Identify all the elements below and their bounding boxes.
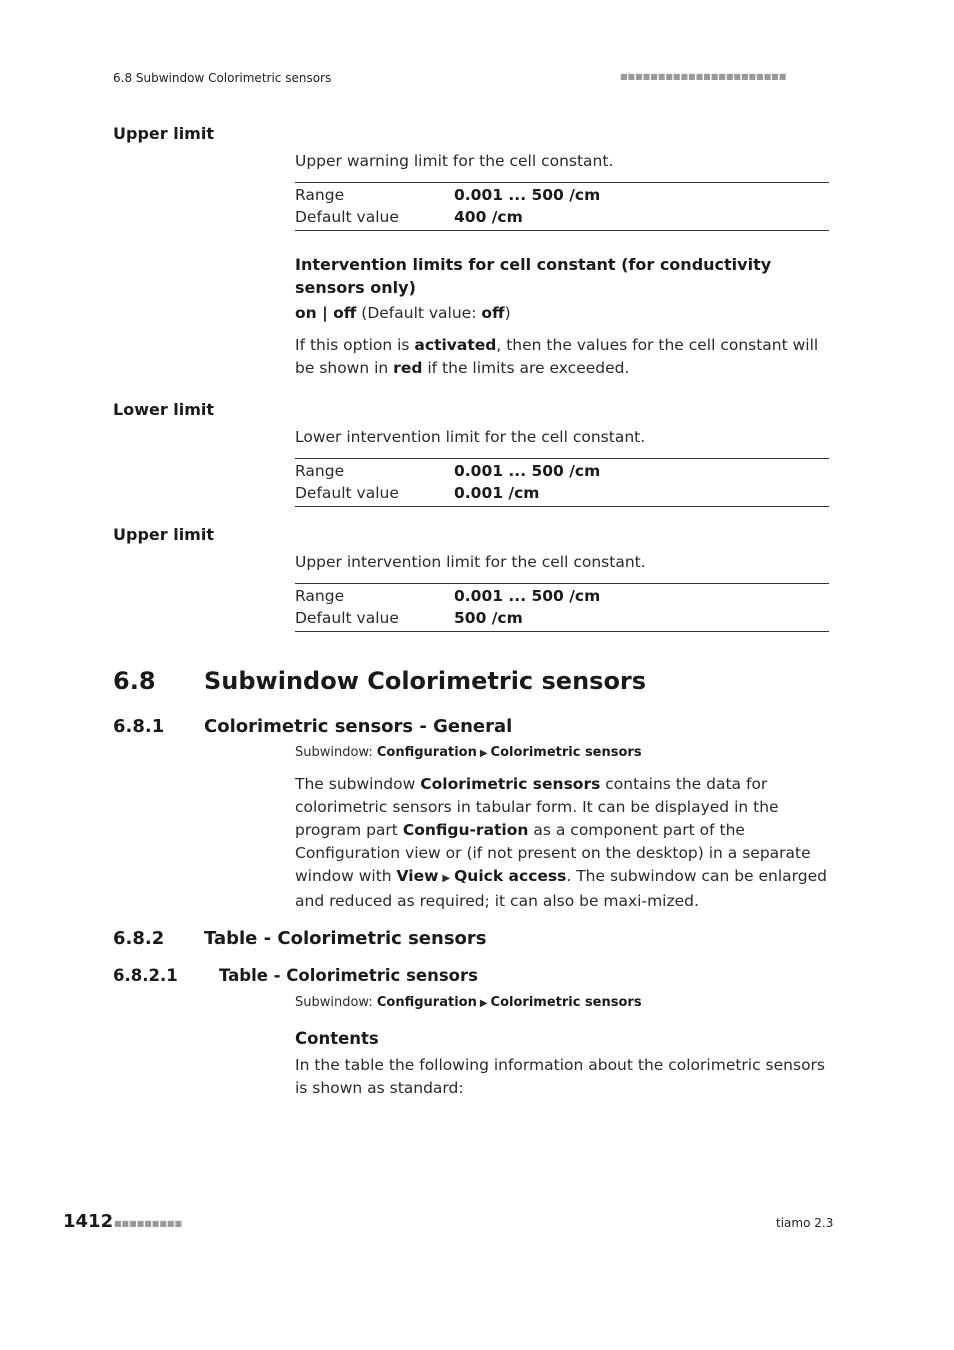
- section-heading-6-8-2: [113, 928, 487, 949]
- page-number: 1412: [63, 1211, 114, 1232]
- range-value: 0.001 ... 500 /cm: [454, 587, 601, 605]
- default-prefix: (Default value:: [356, 304, 482, 322]
- subwindow-path: [295, 745, 642, 760]
- section-number: 6.8: [113, 667, 156, 695]
- text-span: , then the values for the cell constant will be shown in: [295, 336, 819, 377]
- section-heading-6-8-1: [113, 716, 512, 737]
- default-key: Default value: [295, 208, 399, 226]
- table-row: [295, 460, 829, 482]
- section-heading-6-8: [113, 667, 646, 695]
- general-paragraph: [295, 773, 829, 913]
- contents-heading: Contents: [295, 1029, 379, 1048]
- arrow-right-icon: ▶: [442, 873, 451, 884]
- section-title: Table - Colorimetric sensors: [204, 928, 487, 949]
- default-off: off: [481, 304, 505, 322]
- lower-limit-table: [295, 458, 829, 507]
- default-key: Default value: [295, 609, 399, 627]
- table-row: [295, 206, 829, 228]
- upper-warning-limit-description: Upper warning limit for the cell constant.: [295, 152, 614, 170]
- lower-limit-description: Lower intervention limit for the cell constant.: [295, 428, 646, 446]
- arrow-right-icon: ▶: [479, 998, 488, 1009]
- running-header-section: 6.8 Subwindow Colorimetric sensors: [113, 71, 332, 85]
- path-colorimetric-sensors: Colorimetric sensors: [490, 995, 642, 1010]
- section-title: Table - Colorimetric sensors: [219, 966, 478, 985]
- text-span: contains the data for colorimetric sensors in tabular form. It can be displayed in the program part: [295, 775, 779, 839]
- subwindow-path: [295, 995, 642, 1010]
- path-prefix: Subwindow:: [295, 995, 377, 1010]
- product-version: tiamo 2.3: [776, 1216, 834, 1230]
- section-title: Colorimetric sensors - General: [204, 716, 513, 737]
- section-number: 6.8.1: [113, 716, 165, 737]
- text-span: if the limits are exceeded.: [422, 359, 630, 377]
- header-decoration: ■■■■■■■■■■■■■■■■■■■■■■: [620, 72, 787, 81]
- default-key: Default value: [295, 484, 399, 502]
- upper-warning-limit-label: Upper limit: [113, 124, 214, 143]
- text-span: as a component part of the Configuration view or (if not present on the desktop) in a separate window with: [295, 821, 811, 885]
- default-value: 0.001 /cm: [454, 484, 540, 502]
- upper-intervention-limit-description: Upper intervention limit for the cell constant.: [295, 553, 646, 571]
- contents-paragraph: In the table the following information about the colorimetric sensors is shown as standard:: [295, 1056, 825, 1097]
- red-word: red: [393, 359, 423, 377]
- section-heading-6-8-2-1: [113, 966, 478, 985]
- arrow-right-icon: ▶: [479, 748, 488, 759]
- intervention-options-line: [295, 302, 829, 325]
- text-span: . The subwindow can be enlarged and reduced as required; it can also be maxi-mized.: [295, 867, 827, 910]
- upper-intervention-limit-label: Upper limit: [113, 525, 214, 544]
- range-key: Range: [295, 186, 345, 204]
- path-configuration: Configuration: [376, 995, 477, 1010]
- path-configuration: Configuration: [376, 745, 477, 760]
- footer-decoration: ■■■■■■■■■: [114, 1219, 183, 1228]
- range-key: Range: [295, 587, 345, 605]
- path-prefix: Subwindow:: [295, 745, 377, 760]
- range-value: 0.001 ... 500 /cm: [454, 462, 601, 480]
- text-span: The subwindow: [295, 775, 421, 793]
- quick-access-term: Quick access: [454, 867, 567, 885]
- table-row: [295, 184, 829, 206]
- range-value: 0.001 ... 500 /cm: [454, 186, 601, 204]
- table-row: [295, 482, 829, 504]
- colorimetric-sensors-term: Colorimetric sensors: [420, 775, 601, 793]
- lower-limit-label: Lower limit: [113, 400, 215, 419]
- range-key: Range: [295, 462, 345, 480]
- default-suffix: ): [504, 304, 511, 322]
- upper-warning-limit-table: [295, 182, 829, 231]
- intervention-limits-title: Intervention limits for cell constant (for conductivity sensors only): [295, 255, 772, 297]
- table-row: [295, 607, 829, 629]
- section-number: 6.8.2: [113, 928, 165, 949]
- table-row: [295, 585, 829, 607]
- intervention-description: [295, 334, 829, 380]
- default-value: 500 /cm: [454, 609, 523, 627]
- text-span: If this option is: [295, 336, 415, 354]
- section-number: 6.8.2.1: [113, 966, 178, 985]
- on-off-options: on | off: [295, 304, 357, 322]
- path-colorimetric-sensors: Colorimetric sensors: [490, 745, 642, 760]
- upper-intervention-limit-table: [295, 583, 829, 632]
- section-title: Subwindow Colorimetric sensors: [204, 667, 647, 695]
- view-term: View: [396, 867, 439, 885]
- activated-word: activated: [414, 336, 497, 354]
- configuration-term: Configu-ration: [402, 821, 529, 839]
- default-value: 400 /cm: [454, 208, 523, 226]
